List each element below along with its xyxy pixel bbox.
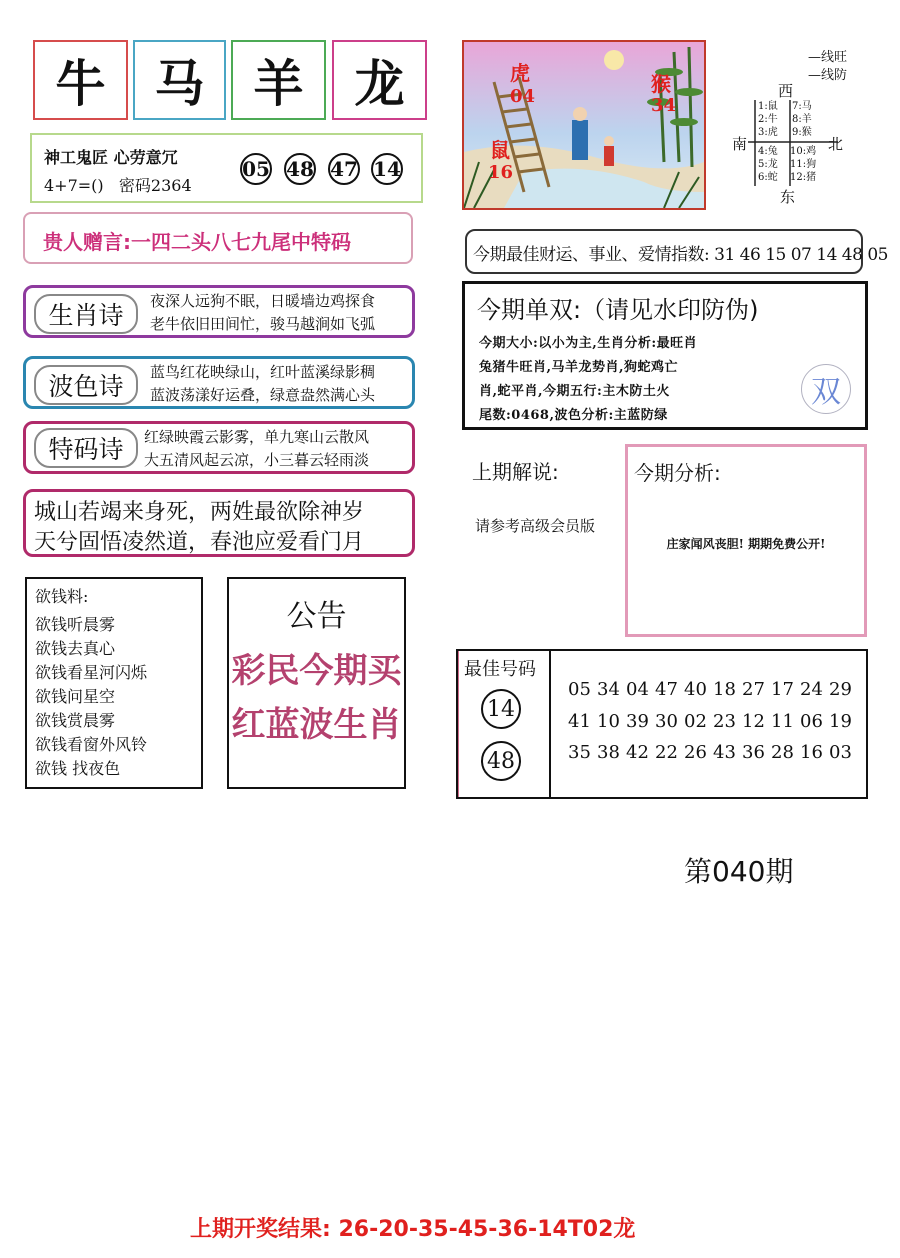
painting-label1: 虎 <box>510 61 530 85</box>
grid-number: 26 <box>684 742 707 763</box>
grid-number: 28 <box>771 742 794 763</box>
riddle-box <box>30 133 423 203</box>
grid-number: 34 <box>597 679 620 700</box>
compass-cell: 11:狗 <box>790 159 817 170</box>
compass-col2a <box>792 100 812 139</box>
last-explain-title: 上期解说: <box>472 460 559 484</box>
poem-tag: 特码诗 <box>34 428 138 468</box>
grid-number: 38 <box>597 742 620 763</box>
riddle-number: 47 <box>328 153 360 185</box>
notice-box <box>227 577 406 789</box>
grid-number: 24 <box>800 679 823 700</box>
grid-number: 18 <box>713 679 736 700</box>
compass-cell: 5:龙 <box>758 159 778 170</box>
zodiac-box-2: 马 <box>133 40 226 120</box>
grid-number: 12 <box>742 711 765 732</box>
best-pick: 14 <box>481 689 521 729</box>
money-list-title: 欲钱料: <box>35 587 89 606</box>
compass-legend2: —线防 <box>808 68 848 83</box>
painting-num1: 04 <box>510 86 536 107</box>
single-double-line: 肖,蛇平肖,今期五行:主木防土火 <box>479 384 670 399</box>
zodiac-box-1: 牛 <box>33 40 128 120</box>
grid-number: 30 <box>655 711 678 732</box>
double-stamp: 双 <box>801 364 851 414</box>
fortune-text: 今期最佳财运、事业、爱情指数: 31 46 15 07 14 48 05 <box>473 245 888 265</box>
painting-num2: 34 <box>651 95 677 116</box>
money-list-item: 欲钱看窗外风铃 <box>35 735 148 754</box>
poem-line: 老牛依旧田间忙，骏马越涧如飞弧 <box>150 315 376 333</box>
number-grid <box>568 679 868 789</box>
analysis-box <box>625 444 867 637</box>
grid-number: 40 <box>684 679 707 700</box>
special-poem-box <box>23 421 415 474</box>
grid-number: 35 <box>568 742 591 763</box>
painting-illustration <box>464 42 704 208</box>
grid-number: 02 <box>684 711 707 732</box>
painting-num3: 16 <box>488 162 514 183</box>
grid-number: 42 <box>626 742 649 763</box>
benefactor-banner <box>23 212 413 264</box>
compass-col2b <box>790 145 816 184</box>
best-numbers-box <box>456 649 868 799</box>
grid-number: 47 <box>655 679 678 700</box>
riddle-number: 05 <box>240 153 272 185</box>
last-result: 上期开奖结果: 26-20-35-45-36-14T02龙 <box>190 1217 636 1242</box>
issue-number: 第040期 <box>684 855 794 888</box>
compass-cell: 2:牛 <box>758 114 778 125</box>
verse-line1: 城山若竭来身死，两姓最欲除神岁 <box>34 500 365 525</box>
compass-west: 西 <box>778 82 794 100</box>
single-double-line: 今期大小:以小为主,生肖分析:最旺肖 <box>479 336 698 351</box>
compass-cell: 7:马 <box>792 101 812 112</box>
single-double-line: 兔猪牛旺肖,马羊龙势肖,狗蛇鸡亡 <box>479 360 679 375</box>
poem-line: 蓝波荡漾好运叠，绿意盎然满心头 <box>150 386 376 404</box>
compass-cell: 8:羊 <box>792 114 812 125</box>
grid-number: 22 <box>655 742 678 763</box>
grid-number: 39 <box>626 711 649 732</box>
poem-line: 夜深人远狗不眠，日暖墙边鸡探食 <box>150 292 376 310</box>
money-list-item: 欲钱看星河闪烁 <box>35 663 148 682</box>
grid-number: 04 <box>626 679 649 700</box>
poem-tag: 生肖诗 <box>34 294 138 334</box>
grid-number: 41 <box>568 711 591 732</box>
poem-tag: 波色诗 <box>34 365 138 405</box>
grid-number: 36 <box>742 742 765 763</box>
single-double-line: 尾数:0468,波色分析:主蓝防绿 <box>479 408 668 423</box>
compass-cell: 9:猴 <box>792 127 812 138</box>
verse-line2: 天兮固悟凌然道，春池应爱看门月 <box>34 530 365 555</box>
riddle-number: 48 <box>284 153 316 185</box>
money-list-item: 欲钱去真心 <box>35 639 116 658</box>
painting <box>462 40 706 210</box>
analysis-title: 今期分析: <box>634 461 721 485</box>
grid-number: 16 <box>800 742 823 763</box>
money-list-item: 欲钱 找夜色 <box>35 759 121 778</box>
poem-line: 红绿映霞云影雾，单九寒山云散风 <box>144 428 370 446</box>
fortune-box <box>465 229 888 274</box>
zodiac-poem-box <box>23 285 415 338</box>
best-pick: 48 <box>481 741 521 781</box>
money-list-box <box>25 577 203 789</box>
grid-number: 03 <box>829 742 852 763</box>
riddle-line2: 4+7=() 密码2364 <box>44 176 192 195</box>
compass-south: 南 <box>732 135 748 153</box>
grid-number: 06 <box>800 711 823 732</box>
grid-number: 23 <box>713 711 736 732</box>
poem-line: 大五清风起云凉，小三暮云轻雨淡 <box>144 451 370 469</box>
single-double-title: 今期单双:（请见水印防伪) <box>477 296 759 324</box>
compass-east: 东 <box>780 188 796 206</box>
analysis-note: 庄家闻风丧胆! 期期免费公开! <box>666 537 826 551</box>
poem-line: 蓝鸟红花映绿山，红叶蓝溪绿影稠 <box>150 363 376 381</box>
money-list-item: 欲钱问星空 <box>35 687 116 706</box>
notice-line1: 彩民今期买 <box>231 651 402 691</box>
last-explain-note: 请参考高级会员版 <box>475 517 596 535</box>
compass-cell: 3:虎 <box>758 127 778 138</box>
money-list-item: 欲钱赏晨雾 <box>35 711 116 730</box>
benefactor-text: 贵人赠言:一四二头八七九尾中特码 <box>43 230 351 254</box>
notice-line2: 红蓝波生肖 <box>231 705 402 745</box>
verse-box <box>23 489 415 557</box>
compass-cell: 4:兔 <box>758 146 778 157</box>
grid-number: 11 <box>771 711 794 732</box>
painting-label2: 猴 <box>651 72 671 96</box>
compass-cell: 1:鼠 <box>758 101 778 112</box>
grid-number: 29 <box>829 679 852 700</box>
grid-number: 43 <box>713 742 736 763</box>
riddle-line1: 神工鬼匠 心劳意冗 <box>44 148 178 167</box>
compass-cell: 6:蛇 <box>758 172 778 183</box>
painting-label3: 鼠 <box>490 138 510 162</box>
money-list-item: 欲钱听晨雾 <box>35 615 116 634</box>
grid-number: 27 <box>742 679 765 700</box>
grid-number: 10 <box>597 711 620 732</box>
compass-cell: 10:鸡 <box>790 146 817 157</box>
best-numbers-title: 最佳号码 <box>464 659 536 680</box>
compass-col1b <box>758 145 778 184</box>
zodiac-box-4: 龙 <box>332 40 427 120</box>
grid-number: 19 <box>829 711 852 732</box>
notice-title: 公告 <box>286 599 347 634</box>
compass-north: 北 <box>828 135 844 153</box>
compass-legend1: —线旺 <box>808 50 848 65</box>
color-poem-box <box>23 356 415 409</box>
best-picks-panel <box>458 651 551 797</box>
zodiac-box-3: 羊 <box>231 40 326 120</box>
compass-col1a <box>758 100 778 139</box>
grid-number: 17 <box>771 679 794 700</box>
riddle-number: 14 <box>371 153 403 185</box>
single-double-box <box>462 281 868 430</box>
compass-cell: 12:猪 <box>790 172 817 183</box>
grid-number: 05 <box>568 679 591 700</box>
